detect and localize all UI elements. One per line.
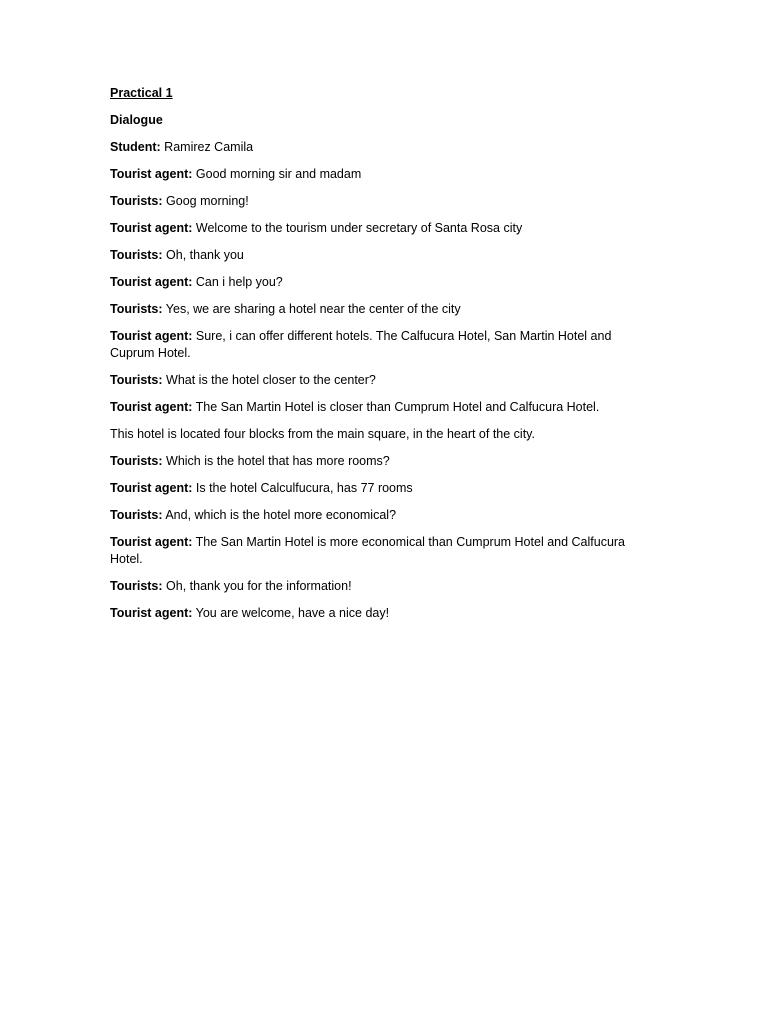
document-content xyxy=(110,85,650,632)
line-text: Sure, i can offer different hotels. The Calfucura Hotel, San Martin Hotel and Cuprum Hotel. xyxy=(110,329,612,360)
dialogue-line xyxy=(110,399,650,416)
line-text: Can i help you? xyxy=(195,275,283,289)
student-name: Ramirez Camila xyxy=(164,140,254,154)
line-text: Goog morning! xyxy=(166,194,249,208)
dialogue-line xyxy=(110,453,650,470)
line-text: The San Martin Hotel is more economical than Cumprum Hotel and Calfucura Hotel. xyxy=(110,535,626,566)
line-text: The San Martin Hotel is closer than Cumprum Hotel and Calfucura Hotel. xyxy=(195,400,600,414)
document-title: Practical 1 xyxy=(110,86,173,100)
speaker-label: Tourists: xyxy=(110,579,163,593)
speaker-label: Tourists: xyxy=(110,194,163,208)
speaker-label: Tourists: xyxy=(110,248,163,262)
speaker-label: Tourist agent: xyxy=(110,167,193,181)
speaker-label: Tourist agent: xyxy=(110,221,193,235)
line-text: This hotel is located four blocks from the main square, in the heart of the city. xyxy=(110,427,535,441)
speaker-label: Tourist agent: xyxy=(110,535,193,549)
speaker-label: Tourist agent: xyxy=(110,606,193,620)
dialogue-line xyxy=(110,193,650,210)
speaker-label: Tourist agent: xyxy=(110,400,193,414)
dialogue-line xyxy=(110,578,650,595)
line-text: Oh, thank you xyxy=(166,248,244,262)
speaker-label: Tourists: xyxy=(110,454,163,468)
line-text: Yes, we are sharing a hotel near the center of the city xyxy=(165,302,461,316)
document-subtitle: Dialogue xyxy=(110,113,163,127)
line-text: You are welcome, have a nice day! xyxy=(195,606,390,620)
line-text: Welcome to the tourism under secretary of Santa Rosa city xyxy=(195,221,523,235)
line-text: Good morning sir and madam xyxy=(195,167,362,181)
speaker-label: Tourists: xyxy=(110,302,163,316)
dialogue-line xyxy=(110,507,650,524)
speaker-label: Tourist agent: xyxy=(110,329,193,343)
speaker-label: Tourist agent: xyxy=(110,481,193,495)
line-text: And, which is the hotel more economical? xyxy=(165,508,397,522)
student-label: Student: xyxy=(110,140,161,154)
speaker-label: Tourists: xyxy=(110,508,163,522)
dialogue-line xyxy=(110,480,650,497)
dialogue-line xyxy=(110,372,650,389)
dialogue-line xyxy=(110,328,650,362)
student-line xyxy=(110,139,650,156)
dialogue-line xyxy=(110,220,650,237)
dialogue-line xyxy=(110,166,650,183)
dialogue-line xyxy=(110,301,650,318)
line-text: Is the hotel Calculfucura, has 77 rooms xyxy=(195,481,413,495)
dialogue-line xyxy=(110,274,650,291)
dialogue-line xyxy=(110,247,650,264)
dialogue-line xyxy=(110,426,650,443)
line-text: Oh, thank you for the information! xyxy=(166,579,352,593)
dialogue-line xyxy=(110,605,650,622)
line-text: What is the hotel closer to the center? xyxy=(166,373,376,387)
speaker-label: Tourist agent: xyxy=(110,275,193,289)
line-text: Which is the hotel that has more rooms? xyxy=(166,454,390,468)
dialogue-line xyxy=(110,534,650,568)
speaker-label: Tourists: xyxy=(110,373,163,387)
